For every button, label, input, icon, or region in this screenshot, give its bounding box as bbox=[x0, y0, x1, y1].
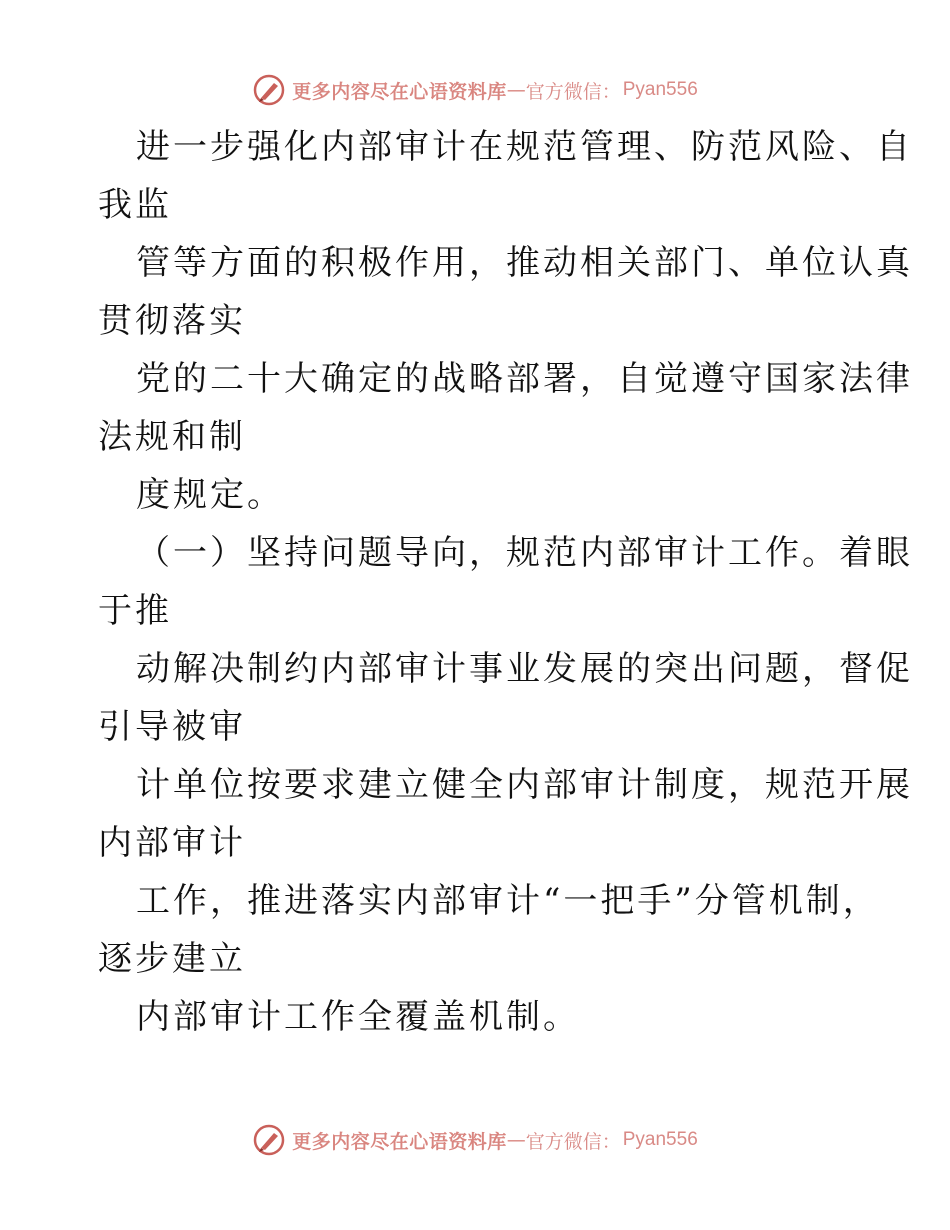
text-line: 逐步建立 bbox=[98, 939, 246, 979]
text-line: 贯彻落实 bbox=[98, 301, 246, 341]
text-line: 度规定。 bbox=[136, 475, 284, 515]
text-line: 引导被审 bbox=[98, 707, 246, 747]
text-line: 进一步强化内部审计在规范管理、防范风险、自 bbox=[136, 127, 913, 167]
document-body bbox=[98, 118, 913, 1046]
header-watermark bbox=[0, 70, 950, 110]
watermark-wechat-id: Pyan556 bbox=[622, 1129, 698, 1150]
watermark-dash: — bbox=[506, 79, 526, 101]
text-line: 我监 bbox=[98, 185, 172, 225]
text-line: 内部审计 bbox=[98, 823, 246, 863]
text-line: 计单位按要求建立健全内部审计制度，规范开展 bbox=[136, 765, 913, 805]
text-line: （一）坚持问题导向，规范内部审计工作。着眼 bbox=[136, 533, 913, 573]
watermark-sub-text: 官方微信： bbox=[525, 80, 621, 103]
text-line: 于推 bbox=[98, 591, 172, 631]
text-line: 党的二十大确定的战略部署，自觉遵守国家法律 bbox=[136, 359, 913, 399]
text-line: 内部审计工作全覆盖机制。 bbox=[136, 997, 580, 1037]
pen-logo-icon bbox=[252, 73, 286, 107]
watermark-dash: — bbox=[506, 1129, 526, 1151]
watermark-wechat-id: Pyan556 bbox=[622, 79, 698, 100]
text-line: 工作，推进落实内部审计“一把手”分管机制， bbox=[136, 881, 880, 921]
watermark-sub-text: 官方微信： bbox=[525, 1130, 621, 1153]
text-line: 动解决制约内部审计事业发展的突出问题，督促 bbox=[136, 649, 913, 689]
text-line: 法规和制 bbox=[98, 417, 246, 457]
pen-logo-icon bbox=[252, 1123, 286, 1157]
footer-watermark bbox=[0, 1120, 950, 1160]
text-line: 管等方面的积极作用，推动相关部门、单位认真 bbox=[136, 243, 913, 283]
watermark-main-text: 更多内容尽在心语资料库 bbox=[292, 1130, 507, 1153]
watermark-main-text: 更多内容尽在心语资料库 bbox=[292, 80, 507, 103]
